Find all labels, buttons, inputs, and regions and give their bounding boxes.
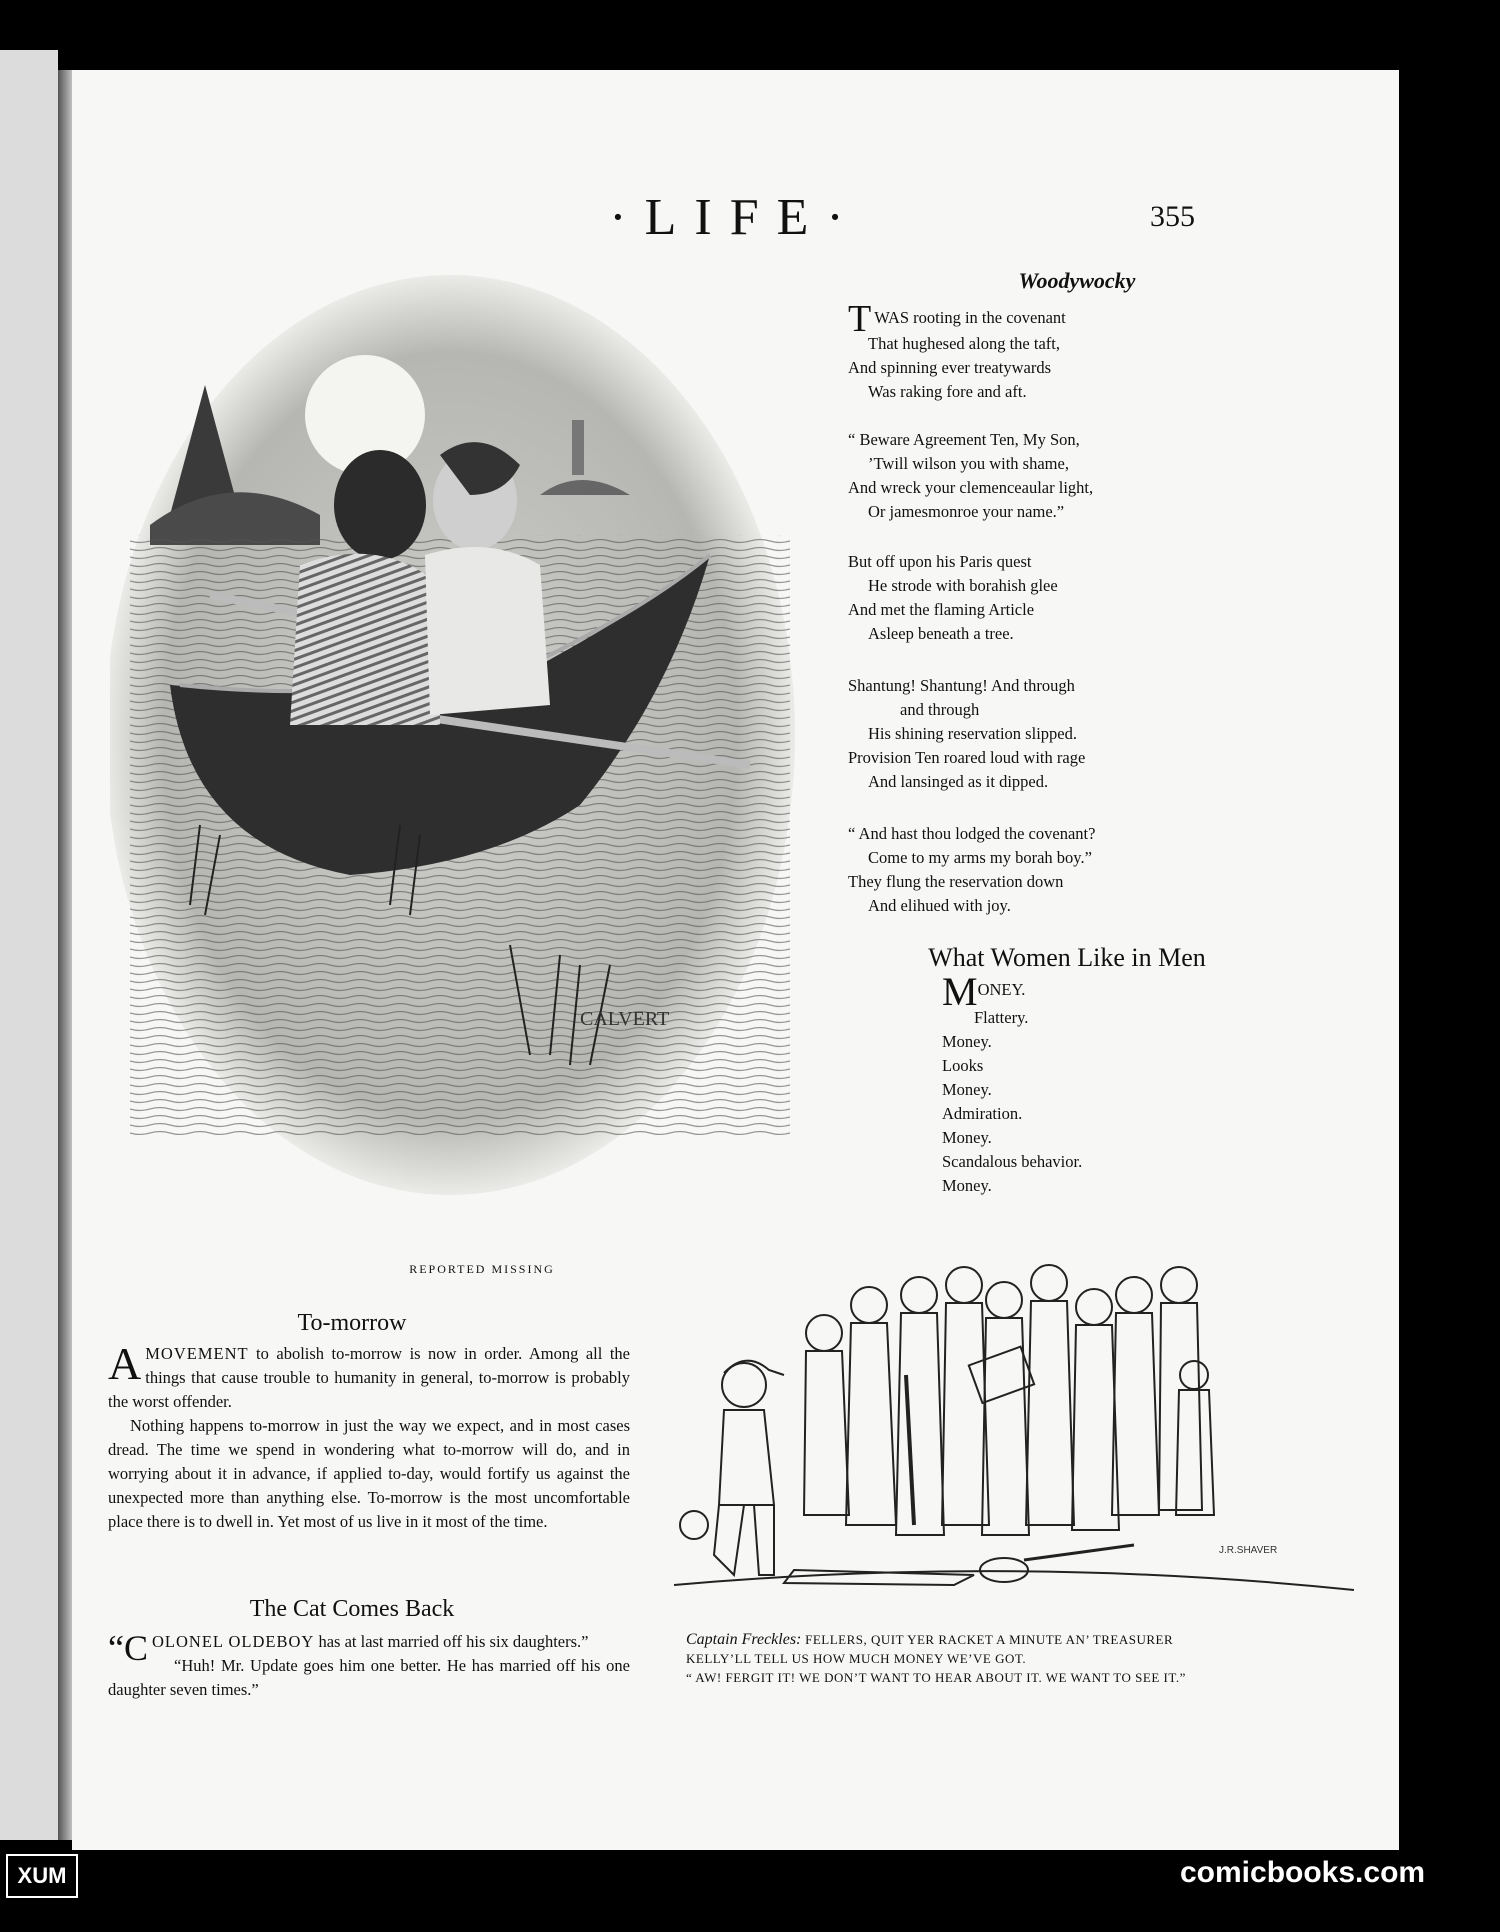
poem-line: Was raking fore and aft. [868, 382, 1027, 401]
cat-comes-back-title: The Cat Comes Back [249, 1596, 455, 1622]
tomorrow-para1: to abolish to-morrow is now in order. Among all the things that cause trouble to humanity in general, to-morrow is probably the worst offender. [108, 1344, 630, 1411]
list-item: Money. [942, 1080, 992, 1099]
list-item: Money. [942, 1176, 992, 1195]
poem-line: WAS rooting in the covenant [874, 308, 1066, 327]
list-item: Looks [942, 1056, 984, 1075]
poem-line: They flung the reservation down [848, 872, 1064, 891]
list-item: Flattery. [974, 1008, 1029, 1027]
cat-para1: has at last married off his six daughters.” [318, 1632, 589, 1651]
tomorrow-body [108, 1338, 630, 1534]
list-item: Money. [942, 1128, 992, 1147]
list-item: Money. [942, 1032, 992, 1051]
poem-line: Come to my arms my borah boy.” [868, 848, 1092, 867]
poem-line: That hughesed along the taft, [868, 334, 1060, 353]
magazine-title: ·LIFE· [609, 189, 862, 246]
page-number: 355 [1150, 200, 1195, 233]
scan-tag: XUM [6, 1854, 78, 1898]
poem-line: And spinning ever treatywards [848, 358, 1051, 377]
poem-stanza-1 [848, 298, 1228, 404]
calvert-signature: CALVERT [580, 1008, 670, 1030]
poem-line: Asleep beneath a tree. [868, 624, 1014, 643]
cat-para2: “Huh! Mr. Update goes him one better. He has married off his one daughter seven times.” [108, 1656, 630, 1699]
poem-stanza-5 [848, 822, 1228, 918]
tomorrow-dropcap: A [108, 1338, 142, 1389]
poem-line: “ And hast thou lodged the covenant? [848, 824, 1096, 843]
tomorrow-para2: Nothing happens to-morrow in just the way we expect, and in most cases dread. The time we spend in wondering what to-morrow will do, and in worrying about it in advance, if applied to-day, would fortify us against the unexpected more than anything else. To-morrow is the most uncomfortable place there is to dwell in. Yet most of us live in it most of the time. [108, 1416, 630, 1531]
poem-line: Provision Ten roared loud with rage [848, 748, 1086, 767]
poem-line: His shining reservation slipped. [868, 724, 1077, 743]
poem-line: But off upon his Paris quest [848, 552, 1032, 571]
women-like-title: What Women Like in Men [928, 943, 1206, 972]
illustration-caption: REPORTED MISSING [409, 1262, 555, 1276]
poem-line: He strode with borahish glee [868, 576, 1058, 595]
women-like-list [942, 969, 1242, 1198]
list-item: Admiration. [942, 1104, 1023, 1123]
site-watermark: comicbooks.com [1180, 1856, 1426, 1889]
poem-line: ’Twill wilson you with shame, [868, 454, 1069, 473]
left-page-edge [0, 50, 58, 1840]
poem-stanza-4 [848, 674, 1228, 794]
list-item: ONEY. [977, 980, 1026, 999]
poem-stanza-3 [848, 550, 1228, 646]
cat-comes-back-body [108, 1630, 630, 1702]
list-item: Scandalous behavior. [942, 1152, 1083, 1171]
poem-line: And met the flaming Article [848, 600, 1035, 619]
tomorrow-title: To-morrow [297, 1310, 407, 1336]
cartoon-line: FELLERS, QUIT YER RACKET A MINUTE AN’ TREASURER KELLY’LL TELL US HOW MUCH MONEY WE’VE GOT. [686, 1632, 1174, 1666]
cat-lead: OLONEL OLDEBOY [152, 1632, 315, 1651]
poem-line: And wreck your clemenceaular light, [848, 478, 1094, 497]
canoe-couple-illustration [110, 265, 820, 1205]
shaver-signature: J.R.SHAVER [1219, 1545, 1278, 1556]
open-quote: “ [108, 1628, 124, 1668]
poem-line: And elihued with joy. [868, 896, 1011, 915]
magazine-title-text: LIFE [644, 189, 827, 246]
magazine-page [72, 70, 1399, 1850]
poem-stanza-2 [848, 428, 1228, 524]
poem-dropcap: T [848, 298, 872, 340]
tomorrow-lead: MOVEMENT [145, 1344, 249, 1363]
poem-line: Or jamesmonroe your name.” [868, 502, 1065, 521]
cartoon-caption [672, 1630, 1227, 1687]
poem-line: “ Beware Agreement Ten, My Son, [848, 430, 1080, 449]
poem-line: Shantung! Shantung! And through [848, 676, 1075, 695]
poem-line: And lansinged as it dipped. [868, 772, 1049, 791]
baseball-kids-cartoon [674, 1225, 1354, 1655]
cartoon-line: “ AW! FERGIT IT! WE DON’T WANT TO HEAR ABOUT IT. WE WANT TO SEE IT.” [686, 1670, 1186, 1685]
women-like-dropcap: M [942, 969, 978, 1014]
cat-dropcap [108, 1628, 148, 1668]
poem-title: Woodywocky [1018, 268, 1136, 293]
poem-line: and through [900, 700, 980, 719]
cartoon-speaker: Captain Freckles: [686, 1631, 802, 1648]
dropcap-letter: C [123, 1628, 148, 1668]
